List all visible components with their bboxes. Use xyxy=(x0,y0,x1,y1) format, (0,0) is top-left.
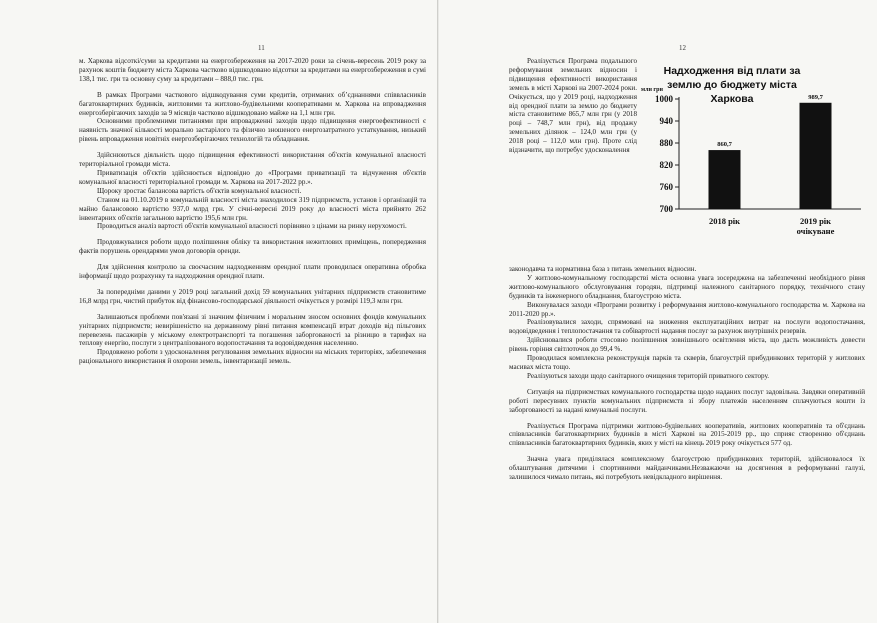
right-page xyxy=(439,0,877,623)
y-tick-label: 1000 xyxy=(655,94,673,104)
paragraph: Реалізується Програма подальшого реформування земельних відносин і підвищення ефективності використання земель в місті Харкові на 2007-2024 роки. Очікується, що у 2019 році, надходження від орендної плати за землю до бюджету міста становитиме 865,7 млн грн (у 2018 році – 748,7 млн грн), від продажу земельних ділянок – 124,0 млн грн (у 2018 році – 112,0 млн грн). Проте слід відзначити, що потребує удосконалення xyxy=(509,57,637,155)
paragraph: Виконувалася заходи «Програми розвитку і реформування житлово-комунального господарства м. Харкова на 2011-2020 рр.». xyxy=(509,300,865,318)
bar-value-label: 989,7 xyxy=(808,93,823,101)
paragraph: Ситуація на підприємствах комунального господарства щодо наданих послуг задовільна. Завдяки оперативній роботі пересувних пунктів комунальних підприємств зі збору платежів населенням сплачуються кошти із заборгованості за надані комунальні послуги. xyxy=(509,387,865,414)
bar-value-label: 860,7 xyxy=(717,141,732,149)
paragraph: Продовжено роботи з удосконалення регулювання земельних відносин на міських територіях, забезпечення раціонального використання й охорони земель, інвентаризації земель. xyxy=(79,348,426,366)
paragraph: Реалізовувалися заходи, спрямовані на зниження експлуатаційних витрат на послуги водопостачання, водовідведення і теплопостачання та собівартості надання послуг за рахунок внутрішніх резервів. xyxy=(509,318,865,336)
y-tick-label: 880 xyxy=(659,138,673,148)
left-page-text xyxy=(79,57,426,366)
paragraph: Щороку зростає балансова вартість об'єктів комунальної власності. xyxy=(97,186,302,195)
paragraph: Проводилася комплексна реконструкція парків та скверів, благоустрій прибудинкових територій у житлових масивах міста тощо. xyxy=(509,354,865,371)
page-number: 12 xyxy=(679,44,686,52)
bar-2 xyxy=(800,103,832,209)
y-axis-unit: млн грн xyxy=(641,87,663,93)
chart-title: Надходження від плати за землю до бюджету міста Харкова xyxy=(663,65,801,105)
paragraph: Здійснювалися роботи стосовно поліпшення зовнішнього освітлення міста, що дасть можливість довести рівень горіння світлоточок до 99,4 %. xyxy=(509,336,865,354)
paragraph: У житлово-комунальному господарстві міста основна увага зосереджена на забезпеченні необхідного рівня житлово-комунального обслуговування городян, підтримці належного санітарного порядку, технічного стану будинків та інженерного обладнання, благоустрою міста. xyxy=(509,273,865,300)
paragraph: м. Харкова відсоткі/суми за кредитами на енергозбереження на 2017-2020 роки за січень-вересень 2019 року за рахунок коштів бюджету міста Харкова частково відшкодовано відсотки за кредитами на енергозбереження в сумі 138,1 тис. грн та основну суму за кредитами – 888,0 тис. грн. xyxy=(79,57,426,83)
paragraph: В рамках Програми часткового відшкодування суми кредитів, отриманих об’єднаннями співвласників багатоквартирних будинків, житловими та житлово-будівельними кооперативами м. Харкова на впровадження енергозберігаючих заходів за 9 місяців частково відшкодовано майже на 1,1 млн грн. xyxy=(79,90,426,117)
paragraph: За попередніми даними у 2019 році загальний дохід 59 комунальних унітарних підприємств становитиме 16,8 млрд грн, чистий прибуток від фінансово-господарської діяльності очікується у розмірі 119,3 млн грн. xyxy=(79,287,426,305)
right-page-text xyxy=(509,265,865,482)
paragraph: Продовжувалися роботи щодо поліпшення обліку та використання нежитлових приміщень, попередження фактів порушень орендарями умов договорів оренди. xyxy=(79,238,426,256)
left-page xyxy=(0,0,438,623)
paragraph: Здійснюються діяльність щодо підвищення ефективності використання об'єктів комунальної власності територіальної громади міста. xyxy=(79,151,426,169)
chart-canvas xyxy=(639,55,871,255)
paragraph: Значна увага приділялася комплексному благоустрою прибудинкових територій, здійснювалося їх облаштування дитячими і спортивними майданчиками.Незважаючи на досягнення в реформуванні галузі, залишилося чимало питань, які потребують невідкладного вирішення. xyxy=(509,455,865,482)
paragraph: законодавча та нормативна база з питань земельних відносин. xyxy=(509,265,697,273)
paragraph: Станом на 01.10.2019 в комунальній власності міста знаходилося 319 підприємств, установ і організацій та майно балансовою вартістю 937,0 млрд грн. У січні-вересні 2019 року до власності міста прийнято 262 інвентарних об'єктів загальною вартістю 195,6 млн грн. xyxy=(79,195,426,222)
page-number: 11 xyxy=(258,44,265,52)
y-tick-label: 700 xyxy=(659,204,673,214)
y-tick-label: 760 xyxy=(659,182,673,192)
paragraph: Для здійснення контролю за своєчасним надходженням орендної плати проводилася оперативна обробка інформації щодо розрахунку та надходження орендної плати. xyxy=(79,263,426,281)
x-category-label: очікуване xyxy=(796,226,835,236)
paragraph: Реалізуються заходи щодо санітарного очищення територій приватного сектору. xyxy=(527,371,770,380)
x-category-label: 2019 рік xyxy=(799,216,832,226)
land-payment-chart xyxy=(639,55,871,255)
right-page-intro xyxy=(509,57,637,155)
paragraph: Проводиться аналіз вартості об'єктів комунальної власності порівняно з цінами на ринку нерухомості. xyxy=(97,222,407,231)
y-tick-label: 940 xyxy=(659,116,673,126)
y-tick-label: 820 xyxy=(659,160,673,170)
paragraph: Реалізується Програма підтримки житлово-будівельних кооперативів, житлових кооперативів та об'єднань співвласників багатоквартирних будинків в місті Харкові на 2015-2019 рр., що сприяє створенню об'єднань співвласників багатоквартирних будинків, яких у місті на кінець 2019 року очікується 577 од. xyxy=(509,421,865,448)
paragraph: Залишаються проблеми пов'язані зі значним фізичним і моральним зносом основних фондів комунальних унітарних підприємств; невирішеністю на державному рівні питання компенсації втрат доходів від пільгових перевезень пасажирів у міському електротранспорті та погашення заборгованості за різницю в тарифах на теплову енергію, послуги з централізованого водопостачання та водовідведення населенню. xyxy=(79,312,426,348)
paragraph: Основними проблемними питаннями при впровадженні заходів щодо підвищення енергоефективності є наявність значної кількості морально застарілого та фізично зношеного енергозатратного устаткування, низький рівень впровадження новітніх енергозберігаючих технологій та обладнання. xyxy=(79,117,426,144)
x-category-label: 2018 рік xyxy=(708,216,741,226)
paragraph: Приватизація об'єктів здійснюється відповідно до «Програми приватизації та відчуження об'єктів комунальної власності територіальної громади м. Харкова на 2017-2022 рр.». xyxy=(79,168,426,186)
bar-1 xyxy=(709,150,741,209)
